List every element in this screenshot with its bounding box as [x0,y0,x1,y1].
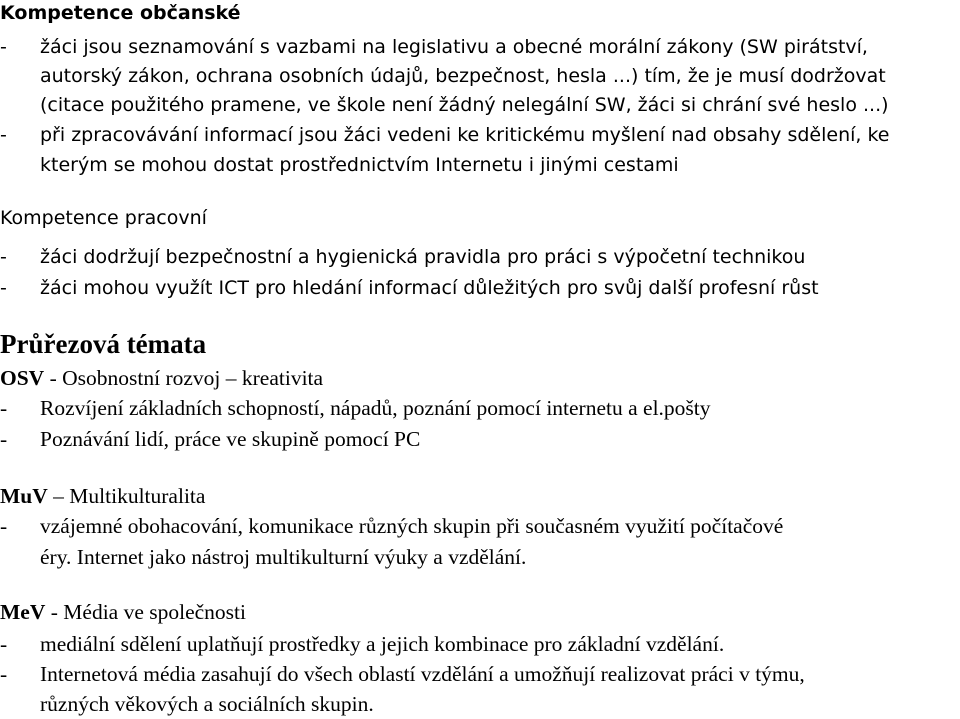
list-item-text: Internetová média zasahují do všech oblastí vzdělání a umožňují realizovat práci v týmu, [40,662,805,686]
muv-title-text: – Multikulturalita [47,484,206,508]
bullet-dash: - [0,396,8,420]
list-item-continuation: autorský zákon, ochrana osobních údajů, bezpečnost, hesla ...) tím, že je musí dodržovat [40,65,886,87]
list-item-text: vzájemné obohacování, komunikace různých skupin při současném využití počítačové [40,514,784,538]
bullet-dash: - [0,246,7,268]
mev-title-text: - Média ve společnosti [45,600,246,624]
list-item-text: mediální sdělení uplatňují prostředky a jejich kombinace pro základní vzdělání. [40,632,725,656]
list-item [0,123,890,147]
bullet-dash: - [0,36,7,58]
osv-abbr: OSV [0,366,45,390]
list-item [0,245,805,269]
list-item-continuation: éry. Internet jako nástroj multikulturní výuky a vzdělání. [40,545,527,569]
list-item [0,514,783,538]
bullet-dash: - [0,427,8,451]
list-item [0,632,724,656]
heading-kompetence-obcanske: Kompetence občanské [0,2,241,24]
osv-title [0,366,323,390]
mev-title [0,600,246,624]
bullet-dash: - [0,514,8,538]
list-item-text: při zpracovávání informací jsou žáci vedeni ke kritickému myšlení nad obsahy sdělení, ke [40,124,890,146]
list-item-continuation: kterým se mohou dostat prostřednictvím Internetu i jinými cestami [40,154,679,176]
list-item [0,662,805,686]
bullet-dash: - [0,124,7,146]
bullet-dash: - [0,277,7,299]
list-item-text: Poznávání lidí, práce ve skupině pomocí PC [40,427,421,451]
list-item-text: žáci jsou seznamování s vazbami na legislativu a obecné morální zákony (SW pirátství, [40,36,868,58]
bullet-dash: - [0,632,8,656]
list-item [0,427,420,451]
list-item-text: žáci dodržují bezpečnostní a hygienická pravidla pro práci s výpočetní technikou [40,246,806,268]
mev-abbr: MeV [0,600,46,624]
bullet-dash: - [0,662,8,686]
heading-kompetence-pracovni: Kompetence pracovní [0,207,207,229]
osv-title-text: - Osobnostní rozvoj – kreativita [44,366,324,390]
heading-prurezova-temata: Průřezová témata [0,329,207,359]
list-item [0,35,868,59]
list-item-text: Rozvíjení základních schopností, nápadů, poznání pomocí internetu a el.pošty [40,396,711,420]
muv-abbr: MuV [0,484,48,508]
muv-title [0,484,205,508]
list-item [0,396,711,420]
list-item [0,276,819,300]
list-item-text: žáci mohou využít ICT pro hledání informací důležitých pro svůj další profesní růst [40,277,819,299]
list-item-continuation: (citace použitého pramene, ve škole není žádný nelegální SW, žáci si chrání své heslo ...) [40,94,889,116]
list-item-continuation: různých věkových a sociálních skupin. [40,692,374,716]
